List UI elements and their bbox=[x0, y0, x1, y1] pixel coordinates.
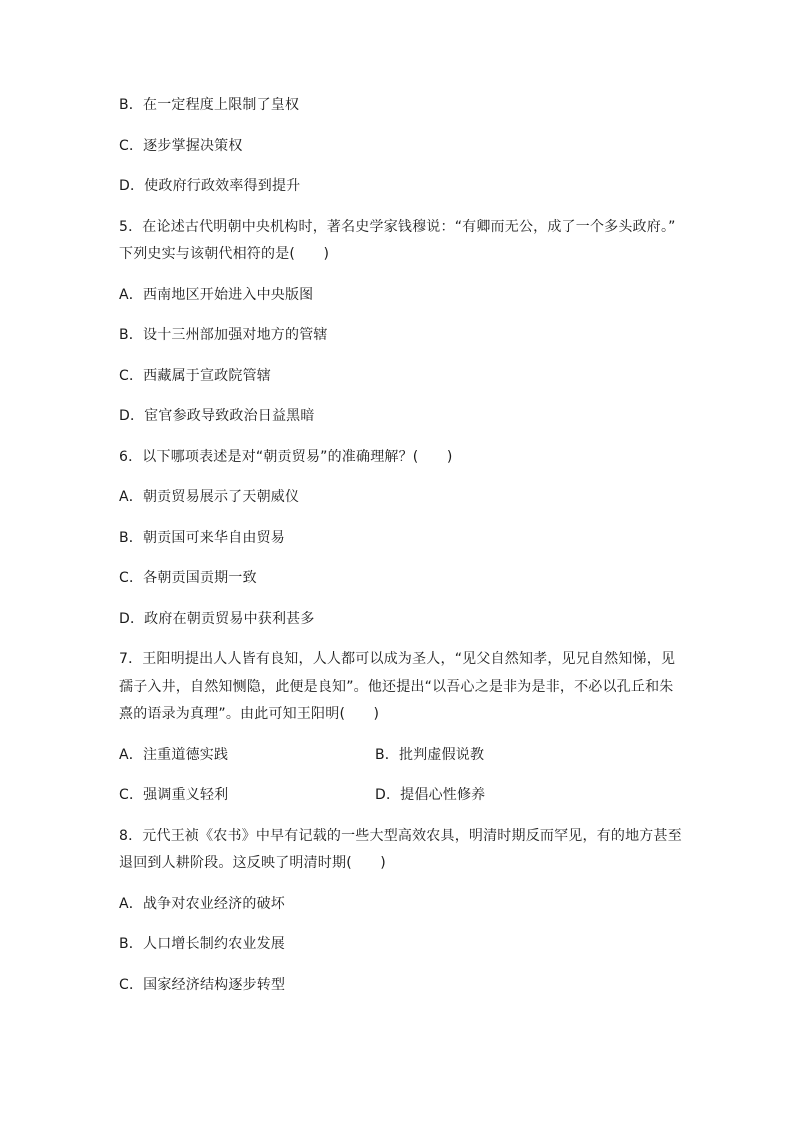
option-b-prev: B．在一定程度上限制了皇权 bbox=[119, 97, 300, 113]
q5-stem-line2: 下列史实与该朝代相符的是( ) bbox=[119, 246, 330, 262]
q7-option-a: A．注重道德实践 bbox=[119, 747, 229, 763]
q7-stem-line3: 熹的语录为真理”。由此可知王阳明( ) bbox=[119, 706, 380, 722]
q6-stem-line1: 6．以下哪项表述是对“朝贡贸易”的准确理解？( ) bbox=[119, 449, 453, 465]
q6-option-d: D．政府在朝贡贸易中获利甚多 bbox=[119, 611, 315, 627]
q7-stem-line1: 7．王阳明提出人人皆有良知，人人都可以成为圣人，“见父自然知孝，见兄自然知悌，见 bbox=[119, 651, 676, 667]
q8-option-b: B．人口增长制约农业发展 bbox=[119, 936, 286, 952]
q8-option-a: A．战争对农业经济的破坏 bbox=[119, 896, 285, 912]
q7-option-b: B．批判虚假说教 bbox=[375, 747, 485, 763]
q5-option-c: C．西藏属于宣政院管辖 bbox=[119, 368, 271, 384]
q7-option-d: D．提倡心性修养 bbox=[375, 787, 486, 803]
q6-option-c: C．各朝贡国贡期一致 bbox=[119, 570, 257, 586]
q8-stem-line1: 8．元代王祯《农书》中早有记载的一些大型高效农具，明清时期反而罕见，有的地方甚至 bbox=[119, 828, 682, 844]
q5-option-b: B．设十三州部加强对地方的管辖 bbox=[119, 327, 328, 343]
q8-stem-line2: 退回到人耕阶段。这反映了明清时期( ) bbox=[119, 855, 386, 871]
q7-stem-line2: 孺子入井，自然知恻隐，此便是良知”。他还提出“以吾心之是非为是非，不必以孔丘和朱 bbox=[119, 679, 674, 695]
q6-option-b: B．朝贡国可来华自由贸易 bbox=[119, 530, 286, 546]
q8-option-c: C．国家经济结构逐步转型 bbox=[119, 977, 286, 993]
q7-option-c: C．强调重义轻利 bbox=[119, 787, 229, 803]
option-c-prev: C．逐步掌握决策权 bbox=[119, 138, 243, 154]
q5-stem-line1: 5．在论述古代明朝中央机构时，著名史学家钱穆说：“有卿而无公，成了一个多头政府。” bbox=[119, 219, 676, 235]
q5-option-a: A．西南地区开始进入中央版图 bbox=[119, 287, 314, 303]
q5-option-d: D．宦官参政导致政治日益黑暗 bbox=[119, 408, 315, 424]
option-d-prev: D．使政府行政效率得到提升 bbox=[119, 178, 301, 194]
q6-option-a: A．朝贡贸易展示了天朝威仪 bbox=[119, 489, 300, 505]
